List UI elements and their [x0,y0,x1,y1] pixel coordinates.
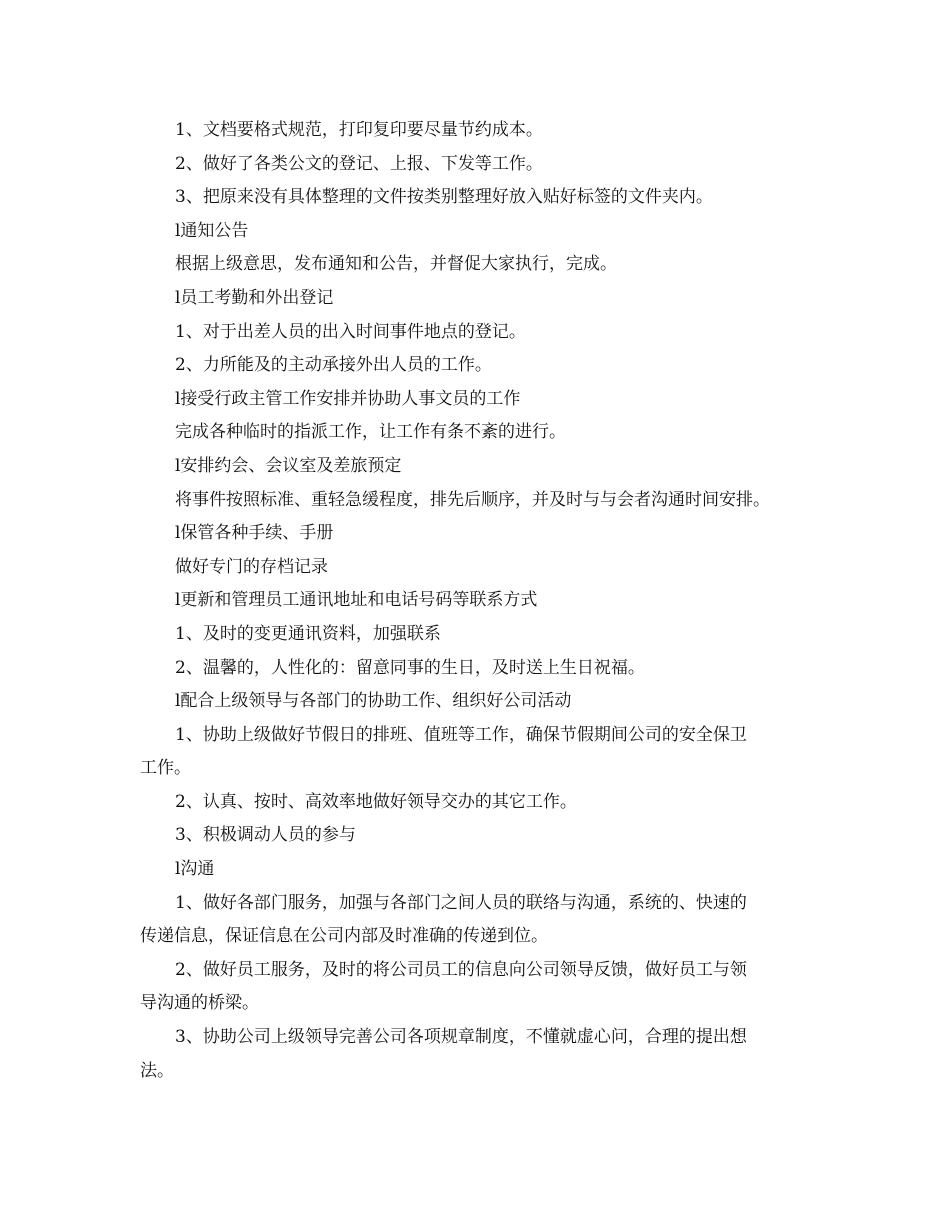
body-line: 3、积极调动人员的参与 [175,825,356,846]
body-line: 将事件按照标准、重轻急缓程度，排先后顺序，并及时与与会者沟通时间安排。 [175,489,770,510]
body-line: 1、文档要格式规范，打印复印要尽量节约成本。 [175,120,543,140]
section-heading: l接受行政主管工作安排并协助人事文员的工作 [175,388,521,409]
section-heading: l保管各种手续、手册 [175,523,334,544]
body-line: 2、认真、按时、高效率地做好领导交办的其它工作。 [175,791,577,812]
body-line: 做好专门的存档记录 [175,556,328,577]
section-heading: l配合上级领导与各部门的协助工作、组织好公司活动 [175,691,572,712]
section-heading: l沟通 [175,859,215,880]
section-heading: l通知公告 [175,220,249,241]
section-heading: l员工考勤和外出登记 [175,287,334,308]
section-heading: l安排约会、会议室及差旅预定 [175,455,402,476]
body-line-continuation: 传递信息，保证信息在公司内部及时准确的传递到位。 [140,926,548,947]
body-line-continuation: 法。 [140,1060,174,1081]
body-line-continuation: 导沟通的桥梁。 [140,993,259,1014]
document-body [140,114,820,1088]
section-heading: l更新和管理员工通讯地址和电话号码等联系方式 [175,590,538,611]
body-line: 2、做好了各类公文的登记、上报、下发等工作。 [175,153,543,174]
body-line: 1、及时的变更通讯资料，加强联系 [175,623,441,644]
body-line: 3、把原来没有具体整理的文件按类别整理好放入贴好标签的文件夹内。 [175,187,713,208]
body-line: 2、温馨的，人性化的：留意同事的生日，及时送上生日祝福。 [175,657,645,678]
body-line: 2、力所能及的主动承接外出人员的工作。 [175,355,492,376]
body-line: 3、协助公司上级领导完善公司各项规章制度，不懂就虚心问，合理的提出想 [175,1027,747,1048]
body-line: 完成各种临时的指派工作，让工作有条不紊的进行。 [175,422,566,443]
body-line-continuation: 工作。 [140,758,191,779]
body-line: 1、协助上级做好节假日的排班、值班等工作，确保节假期间公司的安全保卫 [175,724,747,745]
body-line: 根据上级意思，发布通知和公告，并督促大家执行，完成。 [175,254,617,275]
body-line: 2、做好员工服务，及时的将公司员工的信息向公司领导反馈，做好员工与领 [175,959,747,980]
body-line: 1、对于出差人员的出入时间事件地点的登记。 [175,321,526,342]
body-line: 1、做好各部门服务，加强与各部门之间人员的联络与沟通，系统的、快速的 [175,892,747,913]
